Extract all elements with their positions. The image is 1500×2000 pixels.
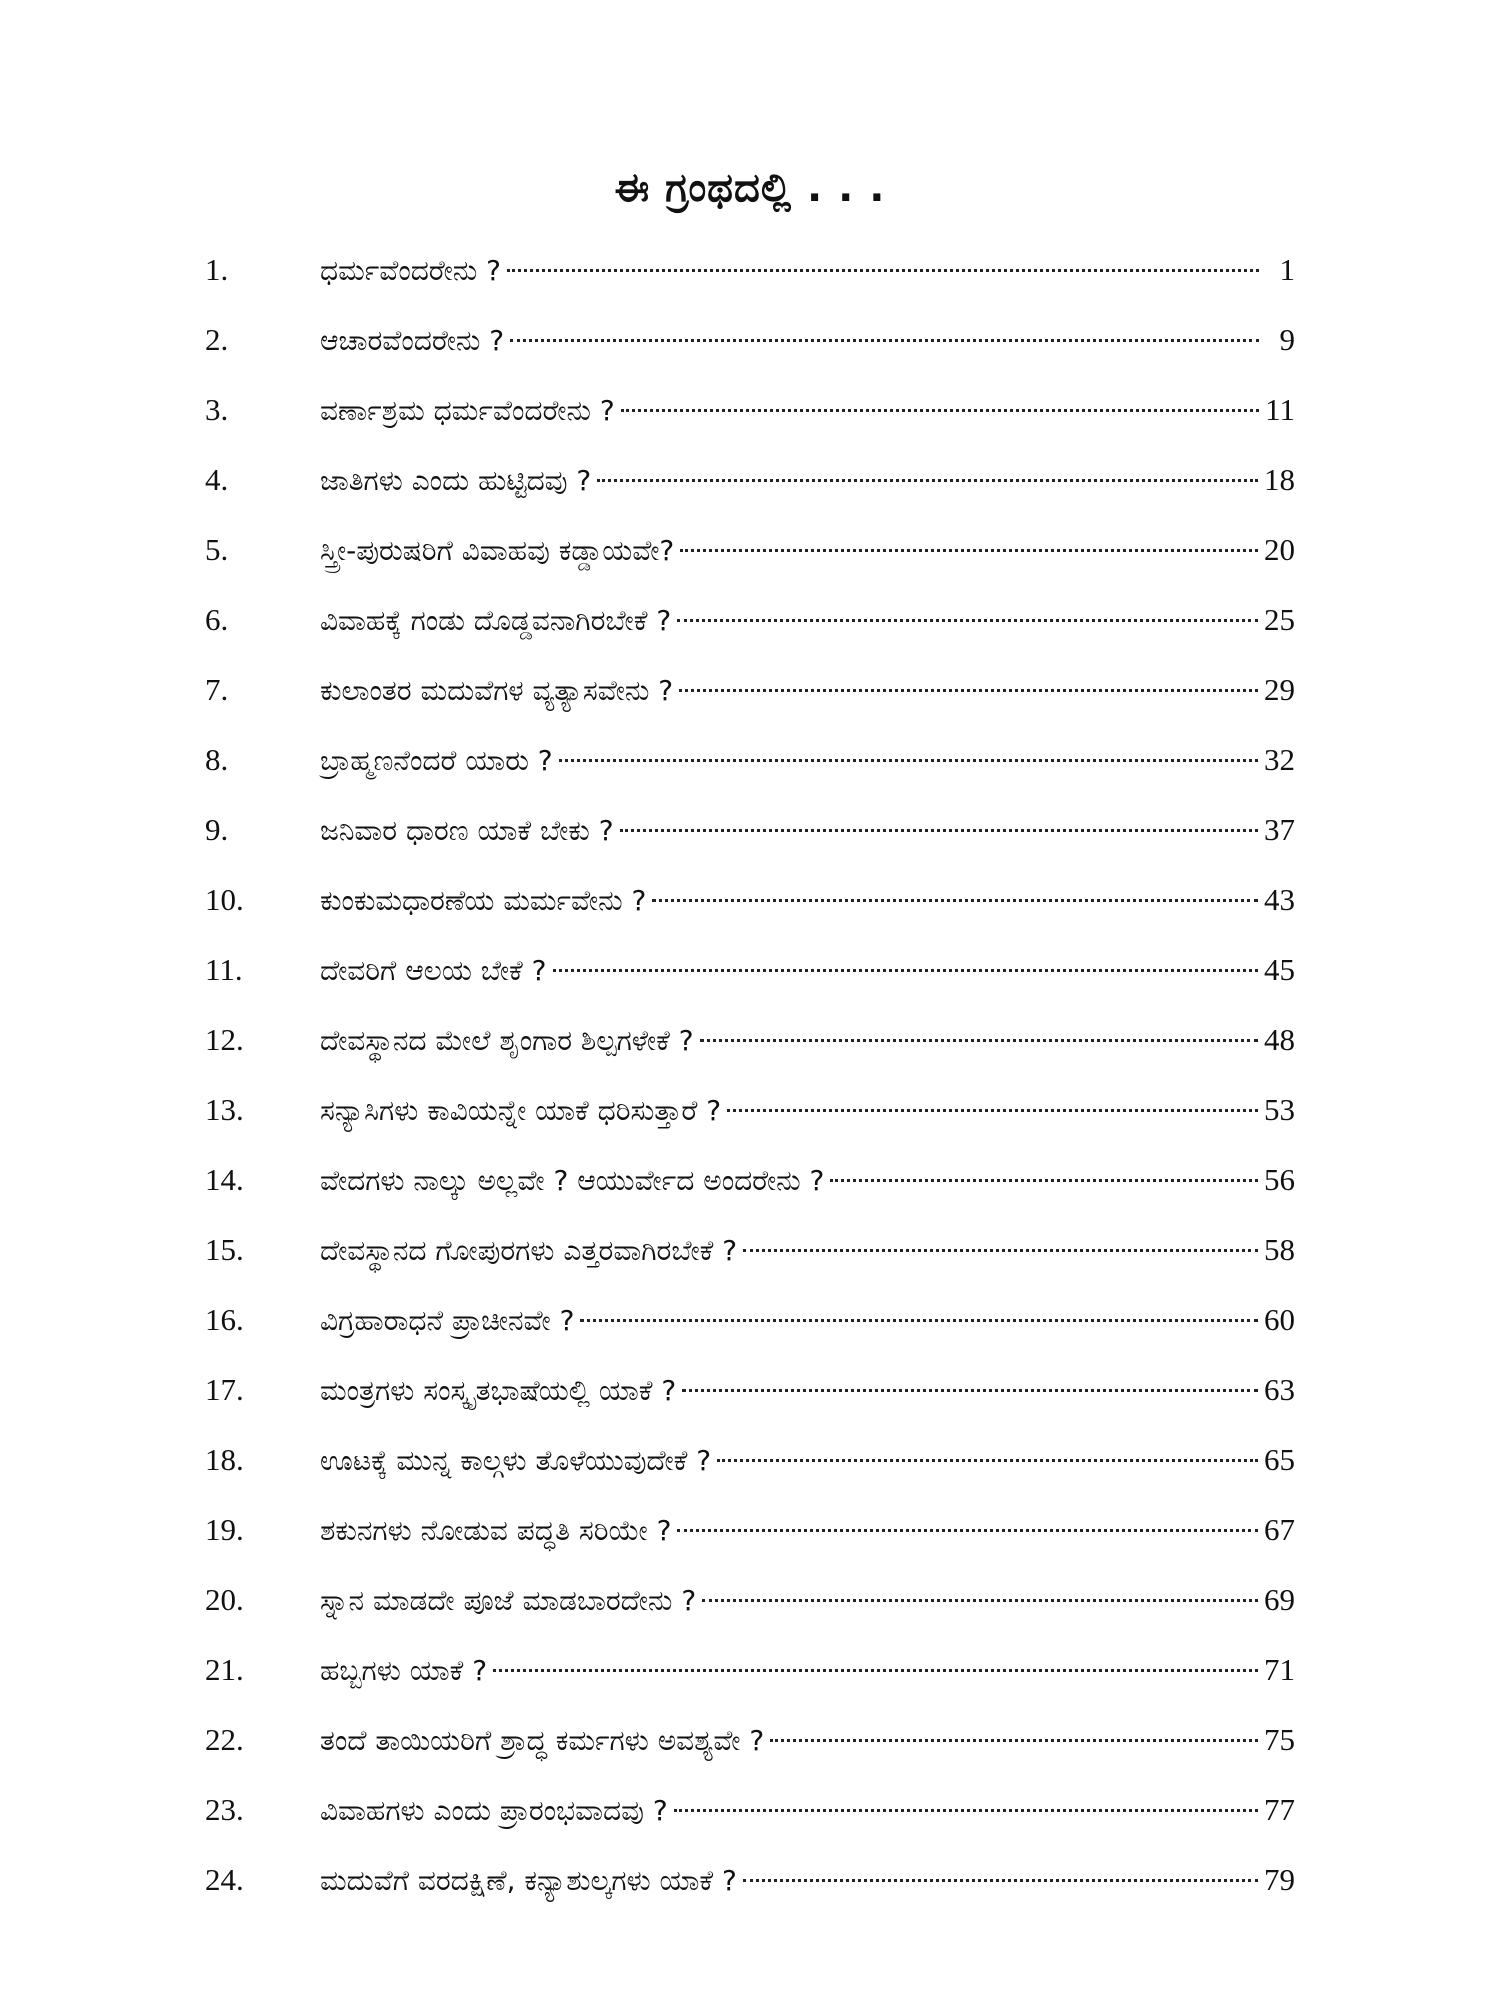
entry-number: 2. (205, 322, 229, 357)
entry-page-number: 75 (1264, 1722, 1295, 1757)
entry-number: 14. (205, 1162, 244, 1197)
toc-entry (205, 1705, 1295, 1775)
entry-title: ಸನ್ಯಾಸಿಗಳು ಕಾವಿಯನ್ನೇ ಯಾಕೆ ಧರಿಸುತ್ತಾರೆ ? (320, 1094, 722, 1127)
toc-entry (205, 1775, 1295, 1845)
entry-number: 15. (205, 1232, 244, 1267)
entry-page-number: 53 (1264, 1092, 1295, 1127)
entry-title: ಮಂತ್ರಗಳು ಸಂಸ್ಕೃತಭಾಷೆಯಲ್ಲಿ ಯಾಕೆ ? (320, 1374, 677, 1407)
entry-title: ಊಟಕ್ಕೆ ಮುನ್ನ ಕಾಲ್ಗಳು ತೊಳೆಯುವುದೇಕೆ ? (320, 1444, 712, 1477)
dot-leader (580, 1319, 1258, 1322)
dot-leader (770, 1739, 1258, 1742)
entry-title: ಬ್ರಾಹ್ಮಣನೆಂದರೆ ಯಾರು ? (320, 744, 553, 777)
entry-number: 20. (205, 1582, 244, 1617)
entry-title: ವಿವಾಹಕ್ಕೆ ಗಂಡು ದೊಡ್ಡವನಾಗಿರಬೇಕೆ ? (320, 604, 672, 637)
entry-title: ದೇವರಿಗೆ ಆಲಯ ಬೇಕೆ ? (320, 954, 547, 987)
toc-entry (205, 585, 1295, 655)
entry-title: ವೇದಗಳು ನಾಲ್ಕು ಅಲ್ಲವೇ ? ಆಯುರ್ವೇದ ಅಂದರೇನು ? (320, 1164, 825, 1197)
entry-number: 19. (205, 1512, 244, 1547)
dot-leader (727, 1109, 1258, 1112)
entry-title: ಸ್ತ್ರೀ-ಪುರುಷರಿಗೆ ವಿವಾಹವು ಕಡ್ಡಾಯವೇ? (320, 534, 675, 567)
dot-leader (677, 619, 1258, 622)
entry-title: ಮದುವೆಗೆ ವರದಕ್ಷಿಣೆ, ಕನ್ಯಾಶುಲ್ಕಗಳು ಯಾಕೆ ? (320, 1864, 737, 1897)
entry-number: 11. (205, 952, 243, 987)
entry-number: 4. (205, 462, 229, 497)
entry-number: 7. (205, 672, 229, 707)
toc-entry (205, 375, 1295, 445)
entry-page-number: 48 (1264, 1022, 1295, 1057)
dot-leader (674, 1809, 1258, 1812)
entry-title: ವರ್ಣಾಶ್ರಮ ಧರ್ಮವೆಂದರೇನು ? (320, 394, 615, 427)
entry-title: ಜನಿವಾರ ಧಾರಣ ಯಾಕೆ ಬೇಕು ? (320, 814, 614, 847)
entry-number: 3. (205, 392, 229, 427)
dot-leader (743, 1249, 1258, 1252)
toc-entry (205, 1075, 1295, 1145)
entry-page-number: 37 (1264, 812, 1295, 847)
toc-entry (205, 935, 1295, 1005)
entry-page-number: 43 (1264, 882, 1295, 917)
entry-number: 17. (205, 1372, 244, 1407)
entry-page-number: 79 (1264, 1862, 1295, 1897)
toc-entry (205, 1845, 1295, 1915)
dot-leader (682, 1389, 1258, 1392)
toc-entry (205, 1145, 1295, 1215)
toc-entry (205, 865, 1295, 935)
entry-title: ವಿವಾಹಗಳು ಎಂದು ಪ್ರಾರಂಭವಾದವು ? (320, 1794, 668, 1827)
entry-number: 23. (205, 1792, 244, 1827)
dot-leader (620, 829, 1258, 832)
entry-title: ತಂದೆ ತಾಯಿಯರಿಗೆ ಶ್ರಾದ್ಧ ಕರ್ಮಗಳು ಅವಶ್ಯವೇ ? (320, 1724, 765, 1757)
dot-leader (680, 549, 1258, 552)
entry-number: 13. (205, 1092, 244, 1127)
entry-title: ಧರ್ಮವೆಂದರೇನು ? (320, 254, 502, 287)
entry-title: ವಿಗ್ರಹಾರಾಧನೆ ಪ್ರಾಚೀನವೇ ? (320, 1304, 575, 1337)
entry-page-number: 20 (1264, 532, 1295, 567)
entry-page-number: 67 (1264, 1512, 1295, 1547)
entry-number: 5. (205, 532, 229, 567)
entry-page-number: 29 (1264, 672, 1295, 707)
toc-entry (205, 655, 1295, 725)
toc-entry (205, 235, 1295, 305)
dot-leader (700, 1039, 1258, 1042)
toc-entry (205, 795, 1295, 865)
entry-number: 16. (205, 1302, 244, 1337)
entry-number: 12. (205, 1022, 244, 1057)
entry-title: ಕುಲಾಂತರ ಮದುವೆಗಳ ವ್ಯತ್ಯಾಸವೇನು ? (320, 674, 674, 707)
entry-title: ಸ್ನಾನ ಮಾಡದೇ ಪೂಜೆ ಮಾಡಬಾರದೇನು ? (320, 1584, 697, 1617)
entry-page-number: 56 (1264, 1162, 1295, 1197)
toc-entry (205, 1495, 1295, 1565)
toc-entry (205, 305, 1295, 375)
entry-number: 22. (205, 1722, 244, 1757)
toc-entry (205, 445, 1295, 515)
entry-title: ಕುಂಕುಮಧಾರಣೆಯ ಮರ್ಮವೇನು ? (320, 884, 647, 917)
entry-number: 9. (205, 812, 229, 847)
entry-number: 8. (205, 742, 229, 777)
entry-page-number: 11 (1265, 392, 1295, 427)
entry-number: 24. (205, 1862, 244, 1897)
toc-entry (205, 725, 1295, 795)
toc-entry (205, 1215, 1295, 1285)
dot-leader (507, 269, 1259, 272)
entry-number: 6. (205, 602, 229, 637)
entry-page-number: 9 (1279, 322, 1295, 357)
entry-number: 21. (205, 1652, 244, 1687)
entry-page-number: 65 (1264, 1442, 1295, 1477)
entry-number: 10. (205, 882, 244, 917)
page-title: ಈ ಗ್ರಂಥದಲ್ಲಿ . . . (614, 165, 886, 211)
entry-page-number: 58 (1264, 1232, 1295, 1267)
dot-leader (559, 759, 1258, 762)
toc-entry (205, 1425, 1295, 1495)
dot-leader (621, 409, 1259, 412)
dot-leader (597, 479, 1258, 482)
table-of-contents (205, 235, 1295, 1915)
entry-title: ಹಬ್ಬಗಳು ಯಾಕೆ ? (320, 1654, 488, 1687)
entry-title: ಜಾತಿಗಳು ಎಂದು ಹುಟ್ಟಿದವು ? (320, 464, 592, 497)
dot-leader (830, 1179, 1258, 1182)
dot-leader (553, 969, 1258, 972)
entry-title: ದೇವಸ್ಥಾನದ ಗೋಪುರಗಳು ಎತ್ತರವಾಗಿರಬೇಕೆ ? (320, 1234, 738, 1267)
entry-page-number: 69 (1264, 1582, 1295, 1617)
entry-page-number: 25 (1264, 602, 1295, 637)
toc-entry (205, 515, 1295, 585)
entry-page-number: 32 (1264, 742, 1295, 777)
dot-leader (493, 1669, 1258, 1672)
entry-page-number: 77 (1264, 1792, 1295, 1827)
entry-title: ಶಕುನಗಳು ನೋಡುವ ಪದ್ಧತಿ ಸರಿಯೇ ? (320, 1514, 672, 1547)
entry-page-number: 18 (1264, 462, 1295, 497)
entry-title: ದೇವಸ್ಥಾನದ ಮೇಲೆ ಶೃಂಗಾರ ಶಿಲ್ಪಗಳೇಕೆ ? (320, 1024, 694, 1057)
dot-leader (679, 689, 1258, 692)
dot-leader (510, 339, 1259, 342)
entry-number: 1. (205, 252, 229, 287)
toc-entry (205, 1005, 1295, 1075)
entry-page-number: 71 (1264, 1652, 1295, 1687)
entry-page-number: 45 (1264, 952, 1295, 987)
toc-entry (205, 1355, 1295, 1425)
dot-leader (702, 1599, 1258, 1602)
entry-page-number: 1 (1279, 252, 1295, 287)
entry-number: 18. (205, 1442, 244, 1477)
dot-leader (652, 899, 1258, 902)
dot-leader (743, 1879, 1258, 1882)
toc-entry (205, 1565, 1295, 1635)
dot-leader (717, 1459, 1258, 1462)
toc-entry (205, 1635, 1295, 1705)
dot-leader (677, 1529, 1258, 1532)
entry-page-number: 63 (1264, 1372, 1295, 1407)
entry-page-number: 60 (1264, 1302, 1295, 1337)
toc-entry (205, 1285, 1295, 1355)
entry-title: ಆಚಾರವೆಂದರೇನು ? (320, 324, 505, 357)
